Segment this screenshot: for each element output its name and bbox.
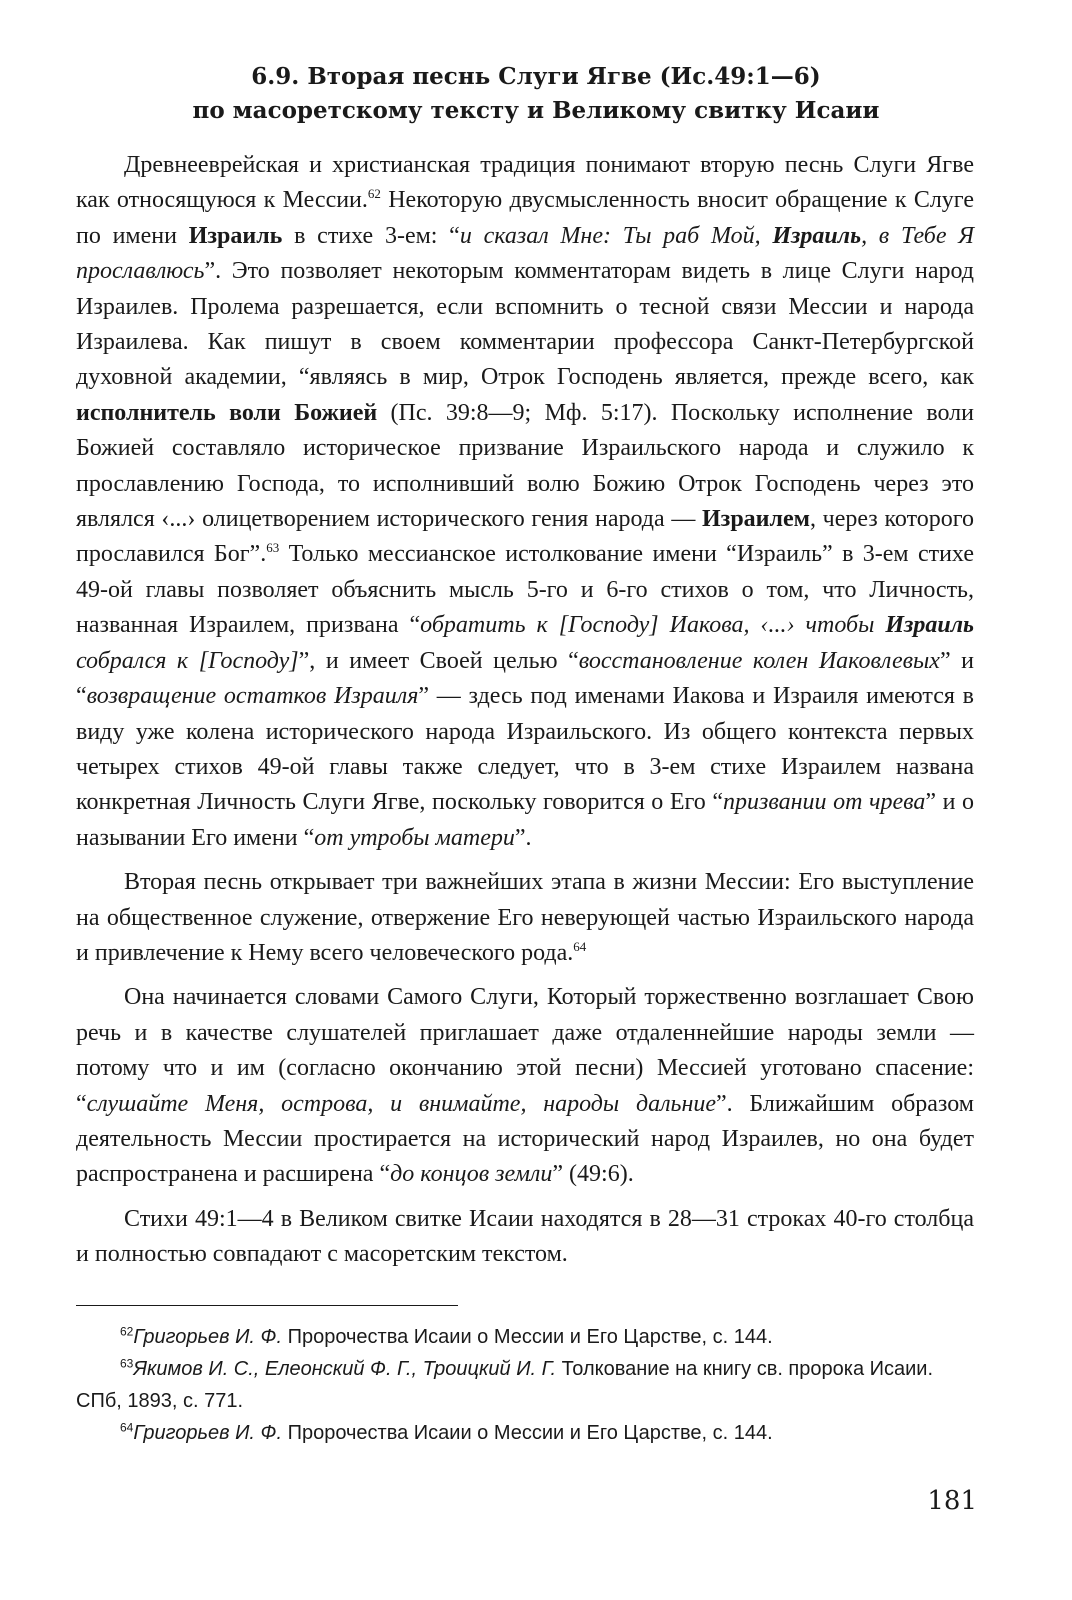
paragraph-1: Древнееврейская и христианская традиция понимают вторую песнь Слуги Ягве как относящуюся к Мессии.$^{62}$ Некоторую двусмысленность вносит обращение к Слуге по имени Израиль в стихе 3-ем: “и сказал Мне: Ты раб Мой, Израиль, в Тебе Я прославлюсь”. Это позволяет некоторым комментаторам видеть в лице Слуги народ Израилев. Пролема разрешается, если вспомнить о тесной связи Мессии и народа Израилева. Как пишут в своем комментарии профессора Санкт-Петербургской духовной академии, “являясь в мир, Отрок Господень является, прежде всего, как исполнитель воли Божией (Пс. 39:8—9; Мф. 5:17). Поскольку исполнение воли Божией составляло историческое призвание Израильского народа и служило к прославлению Господа, то исполнивший волю Божию Отрок Господень через это являлся ‹...› олицетворением исторического гения народа — Израилем, через которого прославился Бог”.$^{63}$ Только мессианское истолкование имени “Израиль” в 3-ем стихе 49-ой главы позволяет объяснить мысль 5-го и 6-го стихов о том, что Личность, названная Израилем, призвана “обратить к [Господу] Иакова, ‹...› чтобы Израиль собрался к [Господу]”, и имеет Своей целью “восстановление колен Иаковлевых” и “возвращение остатков Израиля” — здесь под именами Иакова и Израиля имеются в виду уже колена исторического народа Израильского. Из общего контекста первых четырех стихов 49-ой главы также следует, что в 3-ем стихе Израилем названа конкретная Личность Слуги Ягве, поскольку говорится о Его “призвании от чрева” и о назывании Его имени “от утробы матери”. [76,152,975,851]
heading-line-1: 6.9. Вторая песнь Слуги Ягве (Ис.49:1—6) [251,63,821,90]
footnote-ref-63: 63 [266,540,280,556]
paragraph-2: Вторая песнь открывает три важнейших этапа в жизни Мессии: Его выступление на общественное служение, отвержение Его неверующей частью Израильского народа и привлечение к Нему всего человеческого рода.$^{64}$ [76,869,974,966]
heading-line-2: по масоретскому тексту и Великому свитку Исаии [192,97,880,124]
paragraph-4: Стихи 49:1—4 в Великом свитке Исаии находятся в 28—31 строках 40-го столбца и полностью совпадают с масоретским текстом. [76,1205,974,1268]
footnote-63: $^{63}$Якимов И. С., Елеонский Ф. Г., Троицкий И. Г. Толкование на книгу св. пророка Исаии. СПб, 1893, с. 771. [76,1356,934,1412]
body-text [76,148,974,1273]
paragraph-3: Она начинается словами Самого Слуги, Который торжественно возглашает Свою речь и в качестве слушателей приглашает даже отдаленнейшие народы земли — потому что и им (согласно окончанию этой песни) Мессией уготовано спасение: “слушайте Меня, острова, и внимайте, народы дальние”. Ближайшим образом деятельность Мессии простирается на исторический народ Израилев, но она будет распространена и расширена “до концов земли” (49:6). [76,984,974,1188]
footnote-separator [76,1305,458,1306]
footnotes [76,1321,974,1449]
section-heading [120,60,952,128]
footnote-64: $^{64}$Григорьев И. Ф. Пророчества Исаии о Мессии и Его Царстве, с. 144. [120,1420,773,1444]
footnote-62: $^{62}$Григорьев И. Ф. Пророчества Исаии о Мессии и Его Царстве, с. 144. [120,1324,773,1348]
page-number: 181 [927,1486,977,1516]
footnote-ref-62: 62 [367,186,381,202]
footnote-ref-64: 64 [573,938,587,954]
